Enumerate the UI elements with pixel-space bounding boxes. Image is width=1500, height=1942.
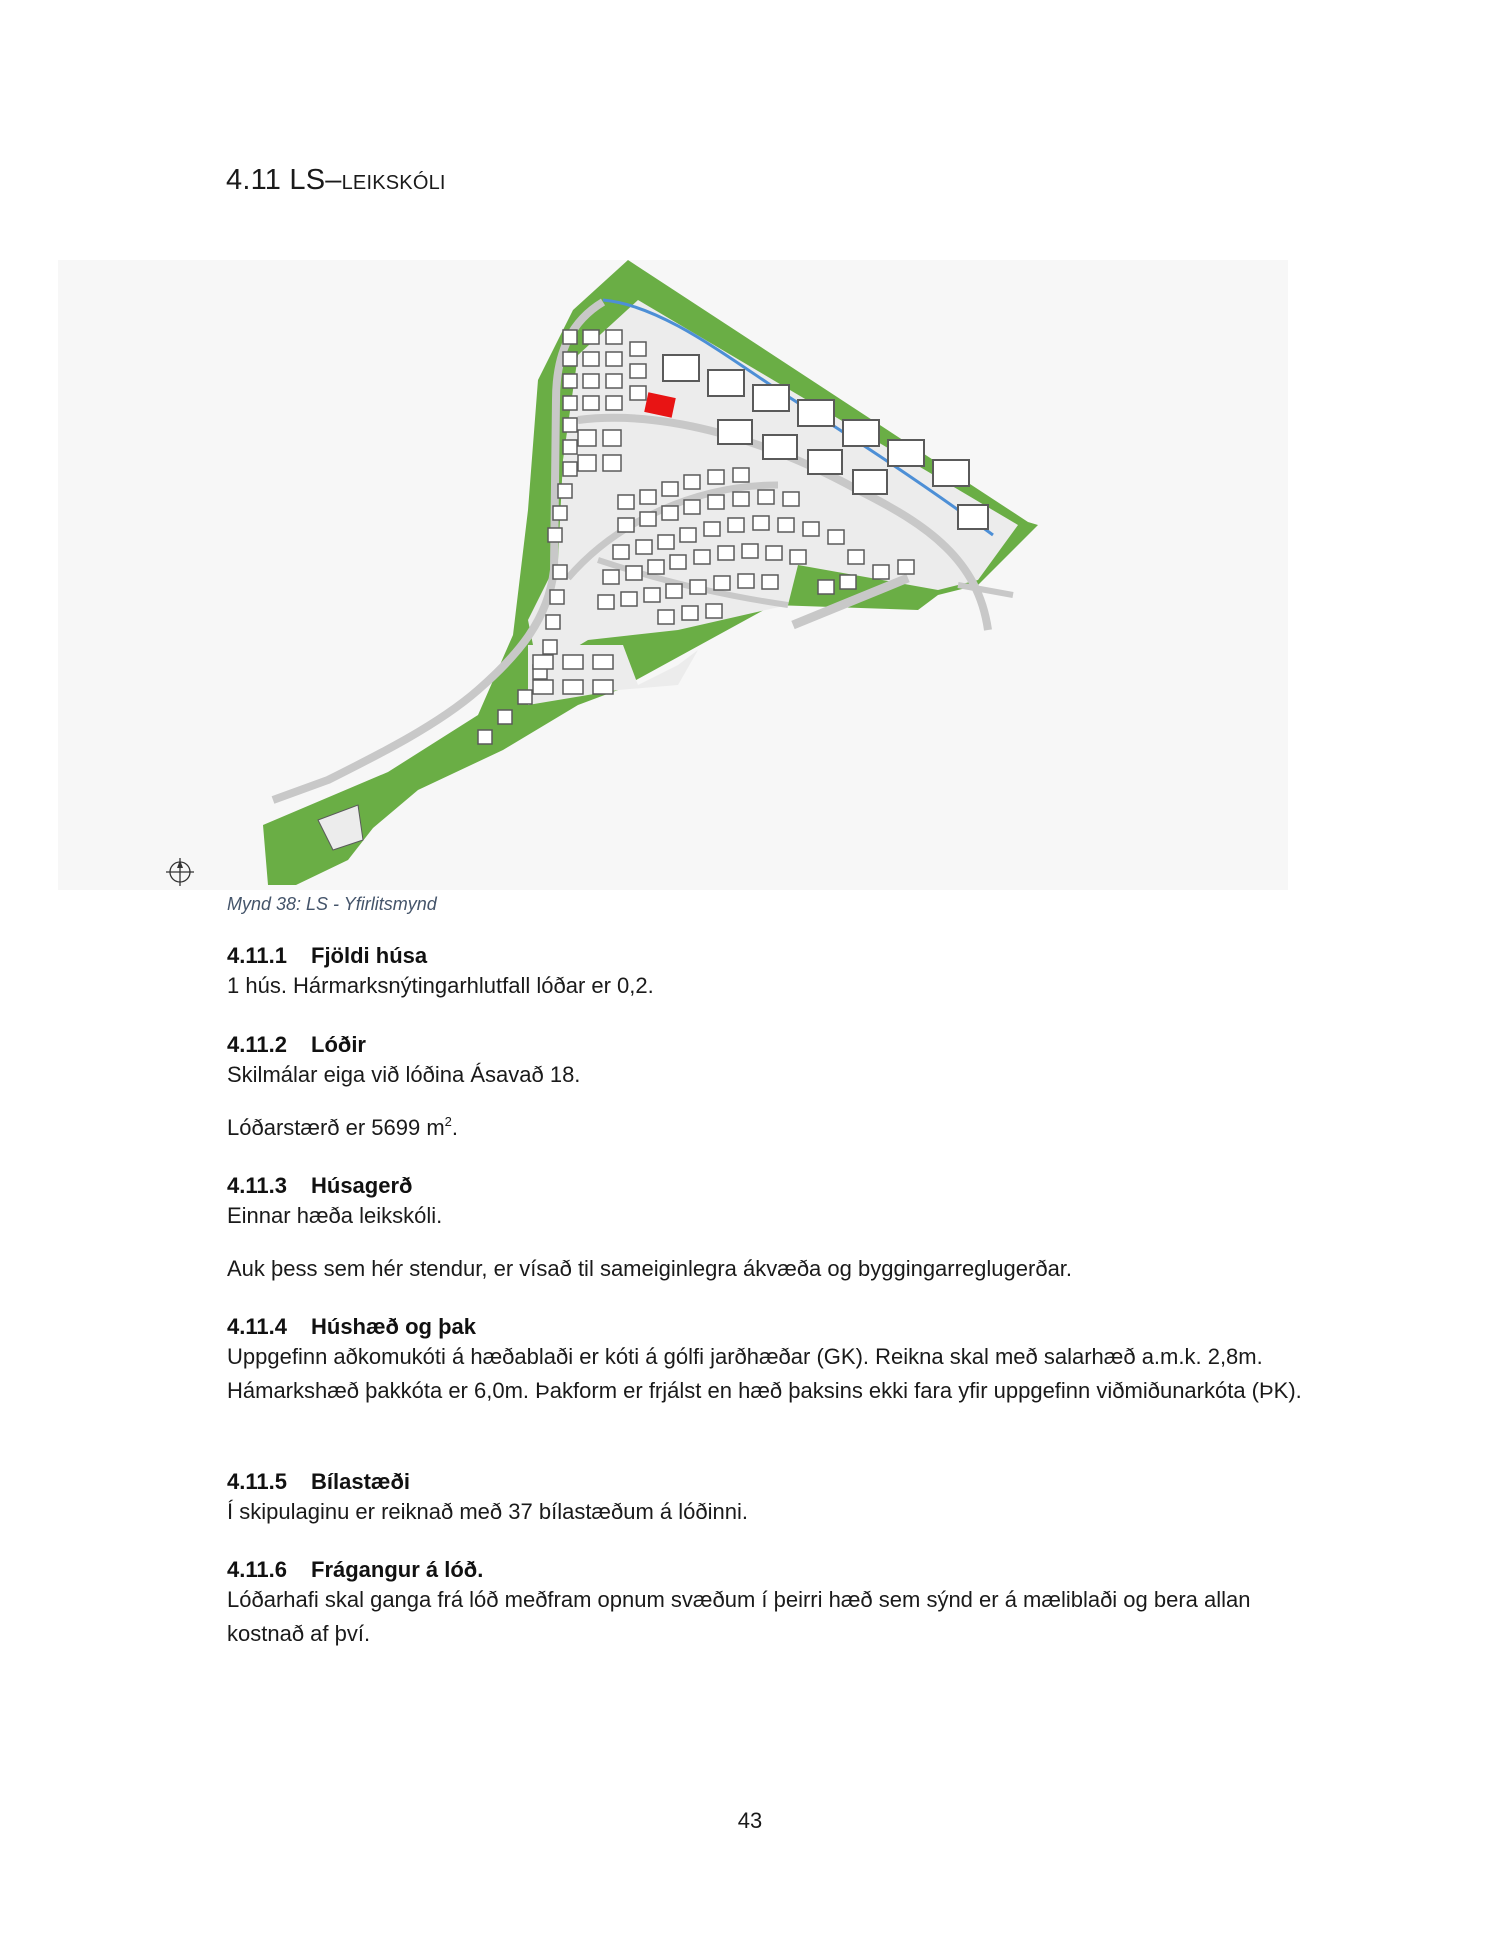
subsection-title: Húsagerð (311, 1173, 413, 1198)
paragraph-plot-size (227, 1111, 1307, 1145)
paragraph: Skilmálar eiga við lóðina Ásavað 18. (227, 1062, 581, 1087)
subsection-heading-6 (227, 1557, 483, 1583)
paragraph: Uppgefinn aðkomukóti á hæðablaði er kóti á gólfi jarðhæðar (GK). Reikna skal með salarhæð a.m.k. 2,8m. Hámarkshæð þakkóta er 6,0m. Þakform er frjálst en hæð þaksins ekki fara yfir uppgefinn viðmiðunarkóta (ÞK). (227, 1344, 1302, 1403)
paragraph: Auk þess sem hér stendur, er vísað til sameiginlegra ákvæða og byggingarreglugerðar. (227, 1256, 1073, 1281)
subsection-title: Bílastæði (311, 1469, 411, 1494)
subsection-title: Frágangur á lóð. (311, 1557, 484, 1582)
subsection-title: Lóðir (311, 1032, 366, 1057)
subsection-number: 4.11.6 (227, 1557, 287, 1582)
paragraph: 1 hús. Hármarksnýtingarhlutfall lóðar er 0,2. (227, 973, 654, 998)
subsection-heading-2 (227, 1032, 366, 1058)
paragraph: Lóðarhafi skal ganga frá lóð meðfram opnum svæðum í þeirri hæð sem sýnd er á mæliblaði og bera allan kostnað af því. (227, 1587, 1251, 1646)
subsection-title: Húshæð og þak (311, 1314, 477, 1339)
subsection-title: Fjöldi húsa (311, 943, 428, 968)
subsection-heading-4 (227, 1314, 476, 1340)
superscript: 2 (444, 1114, 452, 1129)
heading-number: 4.11 (226, 164, 282, 196)
heading-code: LS (289, 164, 326, 196)
subsection-heading-5 (227, 1469, 410, 1495)
figure-caption: Mynd 38: LS - Yfirlitsmynd (227, 894, 437, 914)
site-plan-map (58, 260, 1288, 890)
heading-dash: – (325, 164, 342, 196)
subsection-number: 4.11.4 (227, 1314, 287, 1339)
paragraph: Einnar hæða leikskóli. (227, 1203, 443, 1228)
period: . (451, 1115, 459, 1140)
heading-title: LEIKSKÓLI (341, 172, 446, 194)
plot-size-text: Lóðarstærð er 5699 m (227, 1115, 445, 1140)
paragraph: Í skipulaginu er reiknað með 37 bílastæðum á lóðinni. (227, 1499, 748, 1524)
subsection-number: 4.11.2 (227, 1032, 287, 1057)
subsection-heading-3 (227, 1173, 412, 1199)
subsection-number: 4.11.3 (227, 1173, 287, 1198)
page-number: 43 (737, 1808, 763, 1833)
subsection-number: 4.11.1 (227, 943, 287, 968)
section-heading (226, 164, 446, 197)
subsection-number: 4.11.5 (227, 1469, 287, 1494)
subsection-heading-1 (227, 943, 427, 969)
